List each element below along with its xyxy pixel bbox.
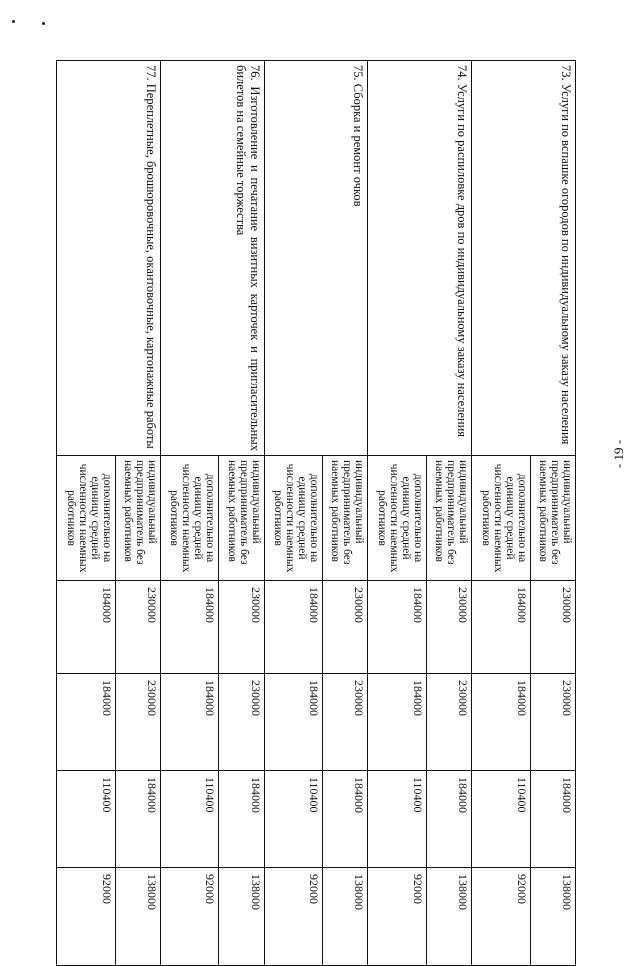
value-cell: 230000 [530,674,575,771]
value-cell: 230000 [426,581,471,674]
value-cell: 138000 [219,868,264,966]
table-body [57,61,576,966]
table-row [219,61,264,966]
value-cell: 184000 [368,581,427,674]
tariff-table [56,60,576,966]
service-label: 73. Услуги по вспашке огородов по индивидуальному заказу населения [559,65,573,445]
scan-dot [42,22,45,25]
value-cell: 230000 [219,581,264,674]
value-cell: 184000 [264,674,323,771]
service-cell [368,61,472,456]
value-cell: 184000 [472,674,531,771]
category-cell: индивидуальный предприниматель без наемных работников [219,456,264,581]
value-cell: 184000 [57,674,116,771]
rotated-document-table [56,60,576,965]
service-cell [57,61,161,456]
value-cell: 110400 [264,771,323,868]
category-cell: индивидуальный предприниматель без наемных работников [115,456,160,581]
service-label: 74. Услуги по распиловке дров по индивидуальному заказу населения [455,65,470,438]
value-cell: 184000 [264,581,323,674]
value-cell: 92000 [264,868,323,966]
value-cell: 110400 [160,771,219,868]
value-cell: 110400 [368,771,427,868]
category-cell: индивидуальный предприниматель без наемных работников [426,456,471,581]
value-cell: 138000 [530,868,575,966]
category-cell: дополнительно на единицу средней численности наемных работников [368,456,427,581]
value-cell: 138000 [323,868,368,966]
value-cell: 184000 [160,674,219,771]
table-row [426,61,471,966]
category-cell: дополнительно на единицу средней численности наемных работников [160,456,219,581]
table-row [323,61,368,966]
value-cell: 230000 [323,581,368,674]
value-cell: 184000 [472,581,531,674]
value-cell: 184000 [219,771,264,868]
value-cell: 230000 [323,674,368,771]
value-cell: 184000 [368,674,427,771]
value-cell: 110400 [472,771,531,868]
table-row [530,61,575,966]
value-cell: 184000 [426,771,471,868]
value-cell: 110400 [57,771,116,868]
value-cell: 92000 [368,868,427,966]
value-cell: 92000 [57,868,116,966]
table-row [115,61,160,966]
value-cell: 230000 [115,674,160,771]
service-label: 75. Сборка и ремонт очков [351,65,366,207]
service-label: 76. Изготовление и печатание визитных карточек и пригласительных билетов на семейные торжества [233,65,262,451]
value-cell: 230000 [530,581,575,674]
value-cell: 184000 [57,581,116,674]
service-cell [472,61,576,456]
page-number: - 19 - [611,439,627,469]
value-cell: 184000 [323,771,368,868]
value-cell: 184000 [530,771,575,868]
category-cell: дополнительно на единицу средней численности наемных работников [472,456,531,581]
value-cell: 92000 [472,868,531,966]
value-cell: 184000 [115,771,160,868]
value-cell: 138000 [115,868,160,966]
category-cell: индивидуальный предприниматель без наемных работников [323,456,368,581]
category-cell: дополнительно на единицу средней численности наемных работников [264,456,323,581]
category-cell: дополнительно на единицу средней численности наемных работников [57,456,116,581]
value-cell: 230000 [115,581,160,674]
scan-dot [12,20,15,23]
category-cell: индивидуальный предприниматель без наемных работников [530,456,575,581]
value-cell: 230000 [219,674,264,771]
value-cell: 138000 [426,868,471,966]
service-cell [264,61,368,456]
value-cell: 230000 [426,674,471,771]
service-label: 77. Переплетные, брошюровочные, окантовочные, картонажные работы [143,65,158,449]
value-cell: 184000 [160,581,219,674]
service-cell [160,61,264,456]
value-cell: 92000 [160,868,219,966]
